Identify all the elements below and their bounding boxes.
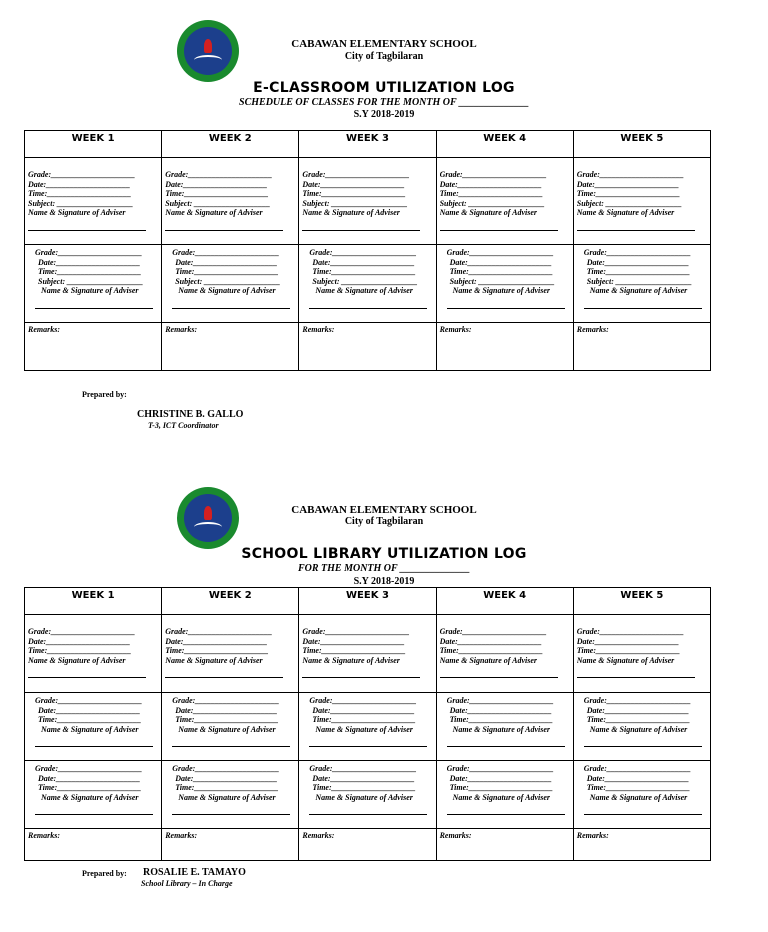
week-header-row — [25, 131, 711, 158]
grade-field: Grade:_____________________ — [576, 627, 684, 636]
date-field: Date:_____________________ — [312, 705, 415, 715]
school-name: CABAWAN ELEMENTARY SCHOOL — [291, 504, 477, 516]
grade-field: Grade:_____________________ — [172, 248, 280, 257]
time-field: Time:_____________________ — [576, 646, 680, 656]
schedule-cell[interactable] — [162, 615, 299, 693]
preparer-role: School Library – In Charge — [141, 879, 233, 888]
grade-field: Grade:_____________________ — [165, 170, 273, 179]
subject-field: Subject: ___________________ — [28, 198, 134, 208]
remarks-cell[interactable] — [25, 323, 162, 371]
date-field: Date:_____________________ — [175, 705, 278, 715]
signature-line — [28, 677, 146, 678]
schedule-cell[interactable] — [25, 761, 162, 829]
adviser-label: Name & Signature of Adviser — [589, 724, 688, 734]
date-field: Date:_____________________ — [28, 636, 131, 646]
grade-field: Grade:_____________________ — [309, 764, 417, 773]
schedule-cell[interactable] — [25, 615, 162, 693]
adviser-label: Name & Signature of Adviser — [302, 655, 400, 665]
adviser-label: Name & Signature of Adviser — [41, 792, 139, 802]
schedule-cell[interactable] — [162, 245, 299, 323]
remarks-label: Remarks: — [28, 325, 60, 334]
remarks-label: Remarks: — [439, 831, 472, 840]
grade-field: Grade:_____________________ — [439, 627, 547, 636]
subject-field: Subject: ___________________ — [449, 276, 555, 286]
date-field: Date:_____________________ — [586, 705, 689, 715]
remarks-label: Remarks: — [576, 325, 609, 334]
time-field: Time:_____________________ — [175, 715, 279, 725]
grade-field: Grade:_____________________ — [172, 696, 280, 705]
grade-field: Grade:_____________________ — [35, 696, 143, 705]
log-title: SCHOOL LIBRARY UTILIZATION LOG — [241, 546, 527, 562]
schedule-cell[interactable] — [573, 245, 710, 323]
adviser-label: Name & Signature of Adviser — [452, 724, 551, 734]
schedule-cell[interactable] — [436, 158, 573, 245]
adviser-label: Name & Signature of Adviser — [315, 724, 413, 734]
grade-field: Grade:_____________________ — [583, 764, 691, 773]
grade-field: Grade:_____________________ — [172, 764, 280, 773]
eclassroom-log-table — [24, 130, 711, 371]
prepared-by-label: Prepared by: — [82, 869, 127, 878]
grade-field: Grade:_____________________ — [302, 170, 410, 179]
week-header: WEEK 1 — [25, 131, 162, 158]
grade-field: Grade:_____________________ — [28, 627, 136, 636]
week-header: WEEK 3 — [299, 131, 436, 158]
adviser-label: Name & Signature of Adviser — [41, 724, 139, 734]
remarks-cell[interactable] — [436, 829, 573, 861]
date-field: Date:_____________________ — [38, 773, 141, 783]
signature-line — [165, 677, 283, 678]
remarks-label: Remarks: — [439, 325, 472, 334]
date-field: Date:_____________________ — [175, 257, 278, 267]
grade-field: Grade:_____________________ — [446, 764, 554, 773]
time-field: Time:_____________________ — [586, 783, 690, 793]
signature-line — [309, 308, 427, 309]
grade-field: Grade:_____________________ — [583, 696, 691, 705]
schedule-cell[interactable] — [162, 761, 299, 829]
adviser-label: Name & Signature of Adviser — [315, 792, 413, 802]
time-field: Time:_____________________ — [38, 267, 142, 277]
week-header: WEEK 4 — [436, 588, 573, 615]
signature-line — [577, 230, 695, 231]
signature-line — [35, 814, 153, 815]
week-header-row — [25, 588, 711, 615]
signature-line — [447, 746, 565, 747]
subject-field: Subject: ___________________ — [439, 198, 545, 208]
date-field: Date:_____________________ — [586, 257, 689, 267]
adviser-label: Name & Signature of Adviser — [165, 655, 263, 665]
week-header: WEEK 2 — [162, 131, 299, 158]
adviser-label: Name & Signature of Adviser — [165, 208, 263, 218]
remarks-label: Remarks: — [302, 325, 335, 334]
signature-line — [172, 814, 290, 815]
date-field: Date:_____________________ — [449, 773, 552, 783]
time-field: Time:_____________________ — [312, 267, 416, 277]
date-field: Date:_____________________ — [439, 636, 542, 646]
grade-field: Grade:_____________________ — [35, 764, 143, 773]
date-field: Date:_____________________ — [165, 636, 268, 646]
subject-field: Subject: ___________________ — [576, 198, 682, 208]
time-field: Time:_____________________ — [312, 715, 416, 725]
date-field: Date:_____________________ — [302, 636, 405, 646]
grade-field: Grade:_____________________ — [583, 248, 691, 257]
signature-line — [165, 230, 283, 231]
date-field: Date:_____________________ — [576, 636, 679, 646]
date-field: Date:_____________________ — [576, 179, 679, 189]
log-subtitle: SCHEDULE OF CLASSES FOR THE MONTH OF ______________ — [239, 97, 529, 108]
remarks-cell[interactable] — [299, 829, 436, 861]
adviser-label: Name & Signature of Adviser — [576, 208, 675, 218]
week-header: WEEK 5 — [573, 131, 710, 158]
week-header: WEEK 4 — [436, 131, 573, 158]
adviser-label: Name & Signature of Adviser — [439, 208, 538, 218]
date-field: Date:_____________________ — [38, 705, 141, 715]
signature-line — [584, 746, 702, 747]
date-field: Date:_____________________ — [449, 705, 552, 715]
library-log-table — [24, 587, 711, 861]
remarks-cell[interactable] — [573, 829, 710, 861]
date-field: Date:_____________________ — [312, 257, 415, 267]
time-field: Time:_____________________ — [576, 189, 680, 199]
schedule-cell[interactable] — [299, 693, 436, 761]
grade-field: Grade:_____________________ — [439, 170, 547, 179]
signature-line — [309, 746, 427, 747]
time-field: Time:_____________________ — [175, 783, 279, 793]
schedule-cell[interactable] — [162, 158, 299, 245]
schedule-cell[interactable] — [25, 158, 162, 245]
grade-field: Grade:_____________________ — [28, 170, 136, 179]
preparer-role: T-3, ICT Coordinator — [148, 421, 219, 430]
remarks-cell[interactable] — [162, 323, 299, 371]
time-field: Time:_____________________ — [38, 715, 142, 725]
adviser-label: Name & Signature of Adviser — [302, 208, 400, 218]
adviser-label: Name & Signature of Adviser — [315, 286, 413, 296]
grade-field: Grade:_____________________ — [446, 248, 554, 257]
schedule-cell[interactable] — [436, 761, 573, 829]
schedule-cell[interactable] — [573, 615, 710, 693]
prepared-by-label: Prepared by: — [82, 390, 127, 399]
remarks-cell[interactable] — [162, 829, 299, 861]
signature-line — [440, 677, 558, 678]
week-header: WEEK 3 — [299, 588, 436, 615]
subject-field: Subject: ___________________ — [312, 276, 418, 286]
log-subtitle: FOR THE MONTH OF ______________ — [297, 563, 471, 574]
time-field: Time:_____________________ — [439, 646, 543, 656]
date-field: Date:_____________________ — [38, 257, 141, 267]
adviser-label: Name & Signature of Adviser — [178, 286, 276, 296]
adviser-label: Name & Signature of Adviser — [28, 655, 126, 665]
signature-line — [447, 308, 565, 309]
signature-line — [302, 230, 420, 231]
date-field: Date:_____________________ — [175, 773, 278, 783]
adviser-label: Name & Signature of Adviser — [178, 724, 276, 734]
adviser-label: Name & Signature of Adviser — [439, 655, 538, 665]
time-field: Time:_____________________ — [449, 715, 553, 725]
remarks-label: Remarks: — [576, 831, 609, 840]
adviser-label: Name & Signature of Adviser — [589, 286, 688, 296]
date-field: Date:_____________________ — [312, 773, 415, 783]
school-year: S.Y 2018-2019 — [353, 109, 415, 120]
adviser-label: Name & Signature of Adviser — [452, 286, 551, 296]
time-field: Time:_____________________ — [28, 189, 132, 199]
remarks-label: Remarks: — [165, 325, 198, 334]
schedule-cell[interactable] — [436, 615, 573, 693]
time-field: Time:_____________________ — [449, 267, 553, 277]
signature-line — [309, 814, 427, 815]
date-field: Date:_____________________ — [165, 179, 268, 189]
remarks-cell[interactable] — [25, 829, 162, 861]
adviser-label: Name & Signature of Adviser — [178, 792, 276, 802]
schedule-cell[interactable] — [25, 245, 162, 323]
grade-field: Grade:_____________________ — [309, 248, 417, 257]
signature-line — [584, 308, 702, 309]
adviser-label: Name & Signature of Adviser — [589, 792, 688, 802]
signature-line — [172, 308, 290, 309]
schedule-cell[interactable] — [25, 693, 162, 761]
subject-field: Subject: ___________________ — [38, 276, 144, 286]
preparer-name: CHRISTINE B. GALLO — [137, 409, 244, 420]
signature-line — [35, 746, 153, 747]
schedule-cell[interactable] — [299, 158, 436, 245]
remarks-cell[interactable] — [436, 323, 573, 371]
signature-line — [302, 677, 420, 678]
school-name: CABAWAN ELEMENTARY SCHOOL — [291, 38, 477, 50]
schedule-cell[interactable] — [436, 245, 573, 323]
schedule-cell[interactable] — [162, 693, 299, 761]
time-field: Time:_____________________ — [165, 189, 269, 199]
city-name: City of Tagbilaran — [344, 516, 424, 527]
date-field: Date:_____________________ — [449, 257, 552, 267]
time-field: Time:_____________________ — [586, 267, 690, 277]
subject-field: Subject: ___________________ — [586, 276, 692, 286]
subject-field: Subject: ___________________ — [302, 198, 408, 208]
log-title: E-CLASSROOM UTILIZATION LOG — [253, 80, 515, 96]
signature-line — [35, 308, 153, 309]
remarks-label: Remarks: — [165, 831, 198, 840]
date-field: Date:_____________________ — [28, 179, 131, 189]
date-field: Date:_____________________ — [586, 773, 689, 783]
grade-field: Grade:_____________________ — [309, 696, 417, 705]
remarks-cell[interactable] — [299, 323, 436, 371]
city-name: City of Tagbilaran — [344, 51, 424, 62]
signature-line — [172, 746, 290, 747]
subject-field: Subject: ___________________ — [165, 198, 271, 208]
time-field: Time:_____________________ — [302, 646, 406, 656]
schedule-cell[interactable] — [573, 761, 710, 829]
preparer-name: ROSALIE E. TAMAYO — [143, 867, 246, 878]
schedule-cell[interactable] — [299, 761, 436, 829]
adviser-label: Name & Signature of Adviser — [28, 208, 126, 218]
time-field: Time:_____________________ — [439, 189, 543, 199]
signature-line — [584, 814, 702, 815]
adviser-label: Name & Signature of Adviser — [452, 792, 551, 802]
time-field: Time:_____________________ — [586, 715, 690, 725]
time-field: Time:_____________________ — [302, 189, 406, 199]
signature-line — [440, 230, 558, 231]
school-year: S.Y 2018-2019 — [353, 576, 415, 587]
schedule-cell[interactable] — [299, 245, 436, 323]
schedule-cell[interactable] — [573, 158, 710, 245]
time-field: Time:_____________________ — [165, 646, 269, 656]
schedule-cell[interactable] — [436, 693, 573, 761]
grade-field: Grade:_____________________ — [35, 248, 143, 257]
date-field: Date:_____________________ — [439, 179, 542, 189]
remarks-label: Remarks: — [302, 831, 335, 840]
grade-field: Grade:_____________________ — [302, 627, 410, 636]
schedule-cell[interactable] — [299, 615, 436, 693]
week-header: WEEK 2 — [162, 588, 299, 615]
grade-field: Grade:_____________________ — [446, 696, 554, 705]
grade-field: Grade:_____________________ — [576, 170, 684, 179]
schedule-cell[interactable] — [573, 693, 710, 761]
week-header: WEEK 5 — [573, 588, 710, 615]
time-field: Time:_____________________ — [175, 267, 279, 277]
time-field: Time:_____________________ — [38, 783, 142, 793]
adviser-label: Name & Signature of Adviser — [576, 655, 675, 665]
date-field: Date:_____________________ — [302, 179, 405, 189]
signature-line — [28, 230, 146, 231]
time-field: Time:_____________________ — [312, 783, 416, 793]
grade-field: Grade:_____________________ — [165, 627, 273, 636]
time-field: Time:_____________________ — [449, 783, 553, 793]
remarks-cell[interactable] — [573, 323, 710, 371]
remarks-label: Remarks: — [28, 831, 60, 840]
subject-field: Subject: ___________________ — [175, 276, 281, 286]
week-header: WEEK 1 — [25, 588, 162, 615]
signature-line — [447, 814, 565, 815]
signature-line — [577, 677, 695, 678]
adviser-label: Name & Signature of Adviser — [41, 286, 139, 296]
time-field: Time:_____________________ — [28, 646, 132, 656]
